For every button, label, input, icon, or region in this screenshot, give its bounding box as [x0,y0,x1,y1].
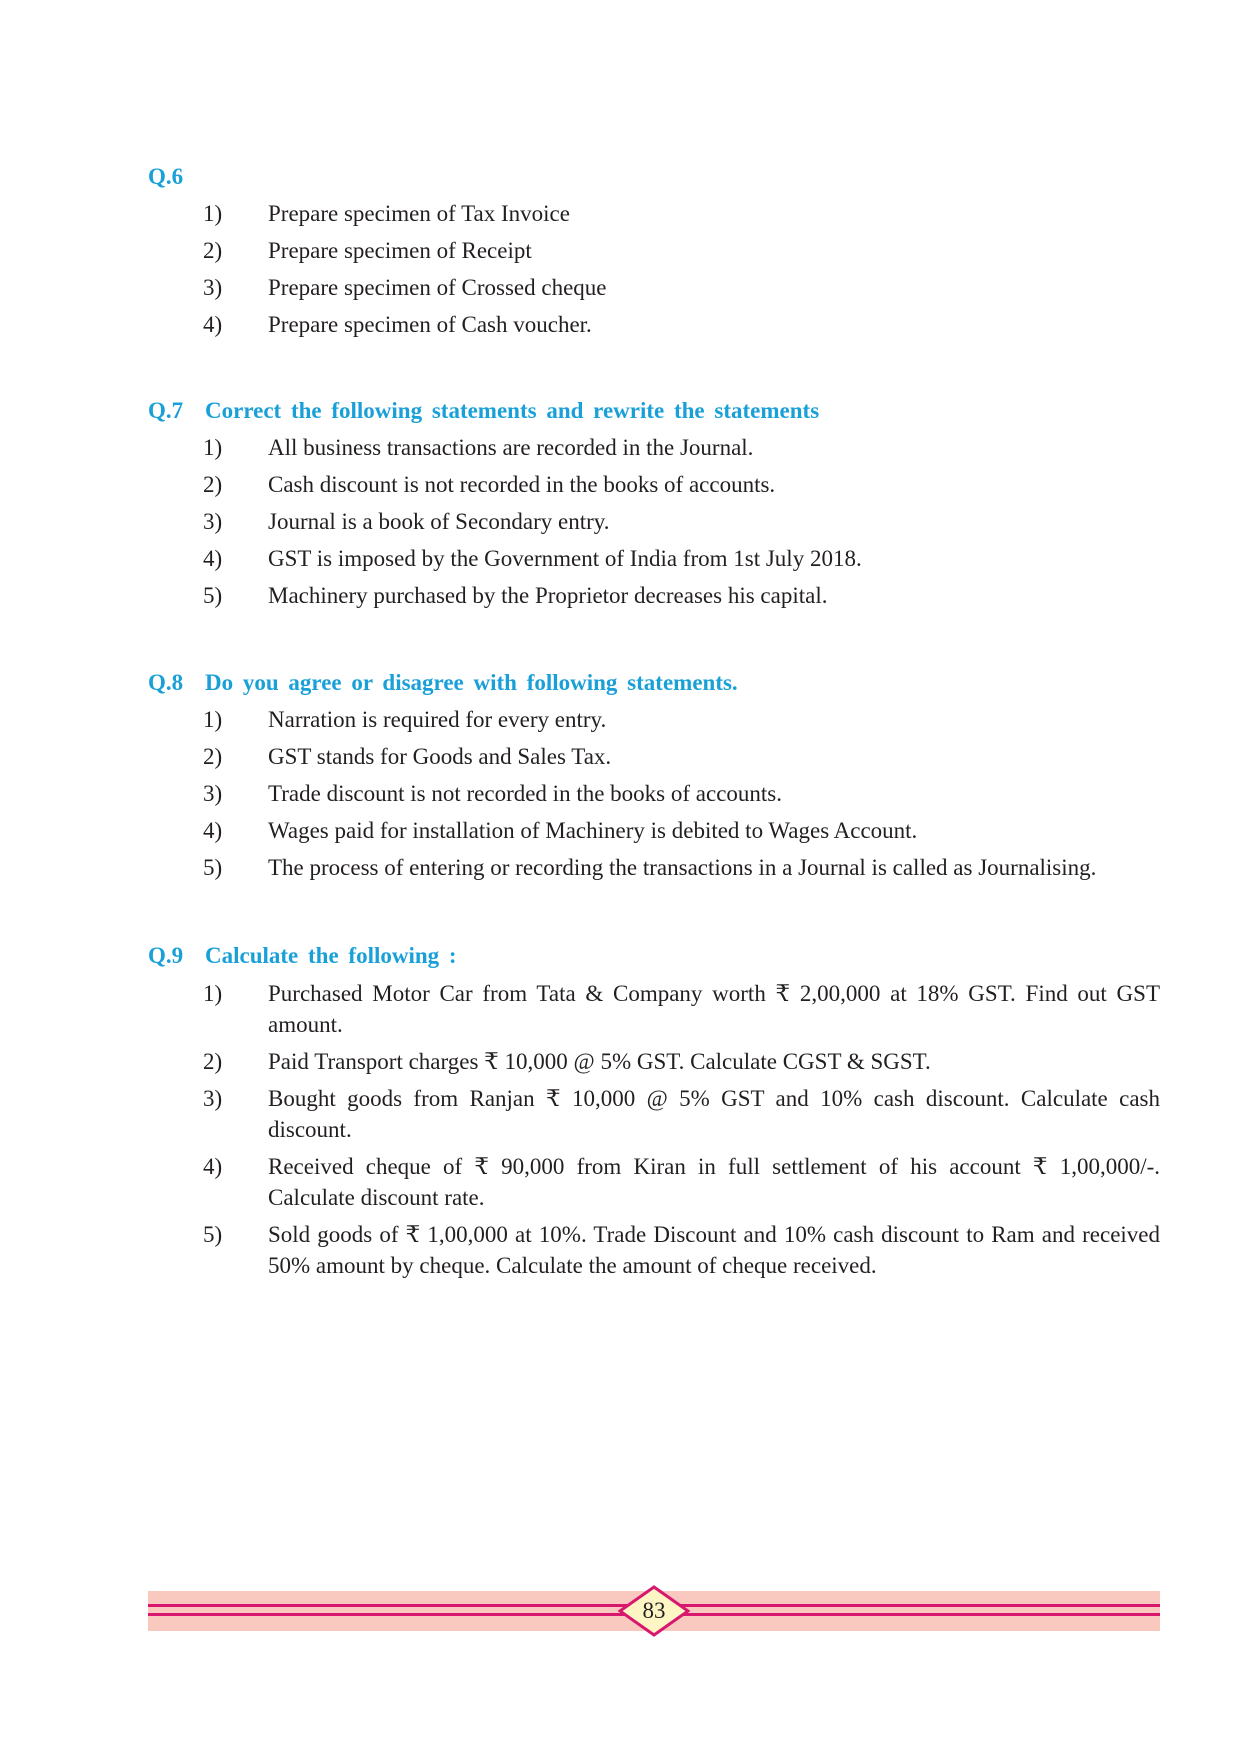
list-item [148,1151,1160,1213]
question-6 [148,159,1160,343]
question-number: Q.6 [148,164,184,189]
question-heading [148,393,1160,429]
item-number: 3) [203,509,223,534]
list-item [148,269,1160,306]
list-item [148,577,1160,614]
question-heading [148,665,1160,701]
list-item [148,701,1160,738]
list-item [148,775,1160,812]
item-text: GST stands for Goods and Sales Tax. [268,744,612,769]
question-9 [148,938,1160,1281]
question-number: Q.8 [148,670,184,695]
list-item [148,978,1160,1040]
item-text: Prepare specimen of Crossed cheque [268,275,607,300]
list-item [148,503,1160,540]
item-text: Prepare specimen of Cash voucher. [268,312,592,337]
item-text: Paid Transport charges ₹ 10,000 @ 5% GST. Calculate CGST & SGST. [268,1049,931,1074]
item-text: All business transactions are recorded in the Journal. [268,435,754,460]
item-number: 1) [203,435,223,460]
item-text: Prepare specimen of Tax Invoice [268,201,570,226]
item-number: 1) [203,981,223,1006]
item-number: 2) [203,744,223,769]
list-item [148,306,1160,343]
item-number: 3) [203,275,223,300]
item-text: The process of entering or recording the transactions in a Journal is called as Journalising. [268,855,1097,880]
item-number: 5) [203,855,223,880]
item-number: 4) [203,546,223,571]
list-item [148,738,1160,775]
question-heading [148,159,1160,195]
item-number: 1) [203,707,223,732]
item-number: 5) [203,583,223,608]
list-item [148,1046,1160,1077]
list-item [148,1083,1160,1145]
item-number: 5) [203,1222,223,1247]
list-item [148,540,1160,577]
item-text: Trade discount is not recorded in the books of accounts. [268,781,782,806]
question-items [148,195,1160,343]
list-item [148,849,1160,886]
item-text: Sold goods of ₹ 1,00,000 at 10%. Trade Discount and 10% cash discount to Ram and received 50% amount by cheque. Calculate the amount of cheque received. [268,1222,1160,1278]
item-number: 2) [203,238,223,263]
list-item [148,466,1160,503]
question-7 [148,393,1160,614]
item-number: 4) [203,1154,223,1179]
page-footer [148,1591,1160,1631]
question-title: Correct the following statements and rewrite the statements [205,398,820,423]
list-item [148,232,1160,269]
item-text: Received cheque of ₹ 90,000 from Kiran in full settlement of his account ₹ 1,00,000/-. Calculate discount rate. [268,1154,1160,1210]
item-text: Prepare specimen of Receipt [268,238,532,263]
item-number: 3) [203,781,223,806]
item-text: GST is imposed by the Government of India from 1st July 2018. [268,546,862,571]
list-item [148,195,1160,232]
item-number: 4) [203,818,223,843]
question-title: Do you agree or disagree with following statements. [205,670,738,695]
item-text: Purchased Motor Car from Tata & Company worth ₹ 2,00,000 at 18% GST. Find out GST amount. [268,981,1160,1037]
item-number: 2) [203,472,223,497]
page-number: 83 [642,1598,666,1623]
item-text: Machinery purchased by the Proprietor decreases his capital. [268,583,828,608]
question-items [148,701,1160,886]
question-items [148,429,1160,614]
question-heading [148,938,1160,974]
item-text: Journal is a book of Secondary entry. [268,509,610,534]
item-text: Bought goods from Ranjan ₹ 10,000 @ 5% GST and 10% cash discount. Calculate cash discount. [268,1086,1160,1142]
question-number: Q.7 [148,398,184,423]
list-item [148,812,1160,849]
question-title: Calculate the following : [205,943,457,968]
item-number: 2) [203,1049,223,1074]
list-item [148,429,1160,466]
item-number: 1) [203,201,223,226]
item-text: Cash discount is not recorded in the books of accounts. [268,472,776,497]
question-items [148,978,1160,1281]
list-item [148,1219,1160,1281]
item-number: 4) [203,312,223,337]
item-text: Wages paid for installation of Machinery is debited to Wages Account. [268,818,918,843]
item-text: Narration is required for every entry. [268,707,607,732]
question-8 [148,665,1160,886]
question-number: Q.9 [148,943,184,968]
item-number: 3) [203,1086,223,1111]
